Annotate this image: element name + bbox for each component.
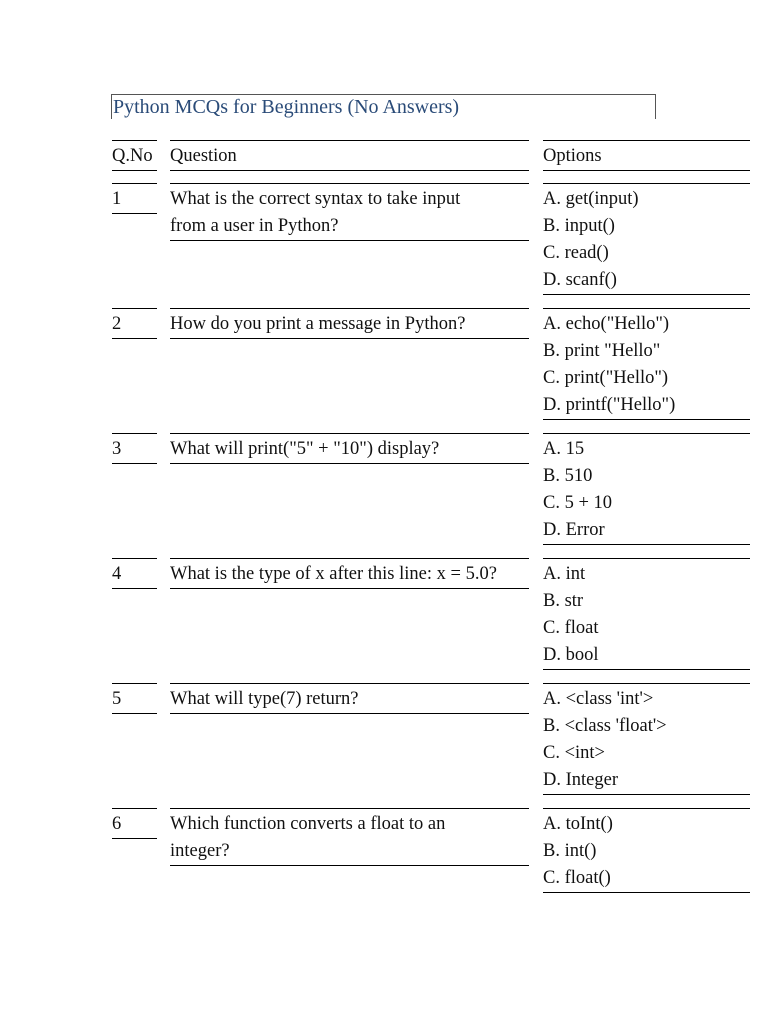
- qno-cell: [112, 308, 157, 339]
- header-qno-label: Q.No: [112, 146, 153, 166]
- question-text: Which function converts a float to an: [170, 814, 446, 834]
- question-text: from a user in Python?: [170, 216, 339, 236]
- question-cell: [170, 308, 529, 339]
- question-cell: [170, 433, 529, 464]
- header-question-label: Question: [170, 146, 237, 166]
- option-text: C. <int>: [543, 743, 605, 763]
- options-cell: [543, 808, 750, 893]
- qno-value: 5: [112, 689, 122, 709]
- option-text: A. 15: [543, 439, 585, 459]
- header-question: [170, 140, 529, 171]
- option-text: A. echo("Hello"): [543, 314, 670, 334]
- document-title: Python MCQs for Beginners (No Answers): [113, 96, 460, 118]
- question-cell: [170, 683, 529, 714]
- qno-cell: [112, 558, 157, 589]
- question-text: How do you print a message in Python?: [170, 314, 466, 334]
- header-options: [543, 140, 750, 171]
- question-cell: [170, 558, 529, 589]
- header-qno: [112, 140, 157, 171]
- option-text: A. get(input): [543, 189, 639, 209]
- qno-cell: [112, 433, 157, 464]
- option-text: D. scanf(): [543, 270, 617, 290]
- options-cell: [543, 558, 750, 670]
- option-text: A. int: [543, 564, 586, 584]
- option-text: D. printf("Hello"): [543, 395, 676, 415]
- option-text: B. <class 'float'>: [543, 716, 667, 736]
- qno-value: 4: [112, 564, 122, 584]
- option-text: D. Integer: [543, 770, 618, 790]
- qno-cell: [112, 183, 157, 214]
- qno-value: 6: [112, 814, 122, 834]
- question-text: What is the type of x after this line: x = 5.0?: [170, 564, 497, 584]
- option-text: C. float: [543, 618, 599, 638]
- question-cell: [170, 183, 529, 241]
- question-text: What will type(7) return?: [170, 689, 359, 709]
- question-text: integer?: [170, 841, 230, 861]
- option-text: B. input(): [543, 216, 615, 236]
- qno-value: 1: [112, 189, 122, 209]
- option-text: D. bool: [543, 645, 599, 665]
- option-text: B. print "Hello": [543, 341, 661, 361]
- options-cell: [543, 308, 750, 420]
- option-text: C. float(): [543, 868, 611, 888]
- qno-value: 2: [112, 314, 122, 334]
- option-text: A. toInt(): [543, 814, 613, 834]
- qno-cell: [112, 808, 157, 839]
- question-text: What is the correct syntax to take input: [170, 189, 461, 209]
- option-text: B. 510: [543, 466, 593, 486]
- option-text: C. print("Hello"): [543, 368, 669, 388]
- options-cell: [543, 683, 750, 795]
- option-text: D. Error: [543, 520, 605, 540]
- question-cell: [170, 808, 529, 866]
- option-text: A. <class 'int'>: [543, 689, 654, 709]
- options-cell: [543, 183, 750, 295]
- option-text: B. int(): [543, 841, 597, 861]
- options-cell: [543, 433, 750, 545]
- header-options-label: Options: [543, 146, 602, 166]
- option-text: C. 5 + 10: [543, 493, 613, 513]
- qno-cell: [112, 683, 157, 714]
- option-text: B. str: [543, 591, 584, 611]
- qno-value: 3: [112, 439, 122, 459]
- option-text: C. read(): [543, 243, 609, 263]
- question-text: What will print("5" + "10") display?: [170, 439, 440, 459]
